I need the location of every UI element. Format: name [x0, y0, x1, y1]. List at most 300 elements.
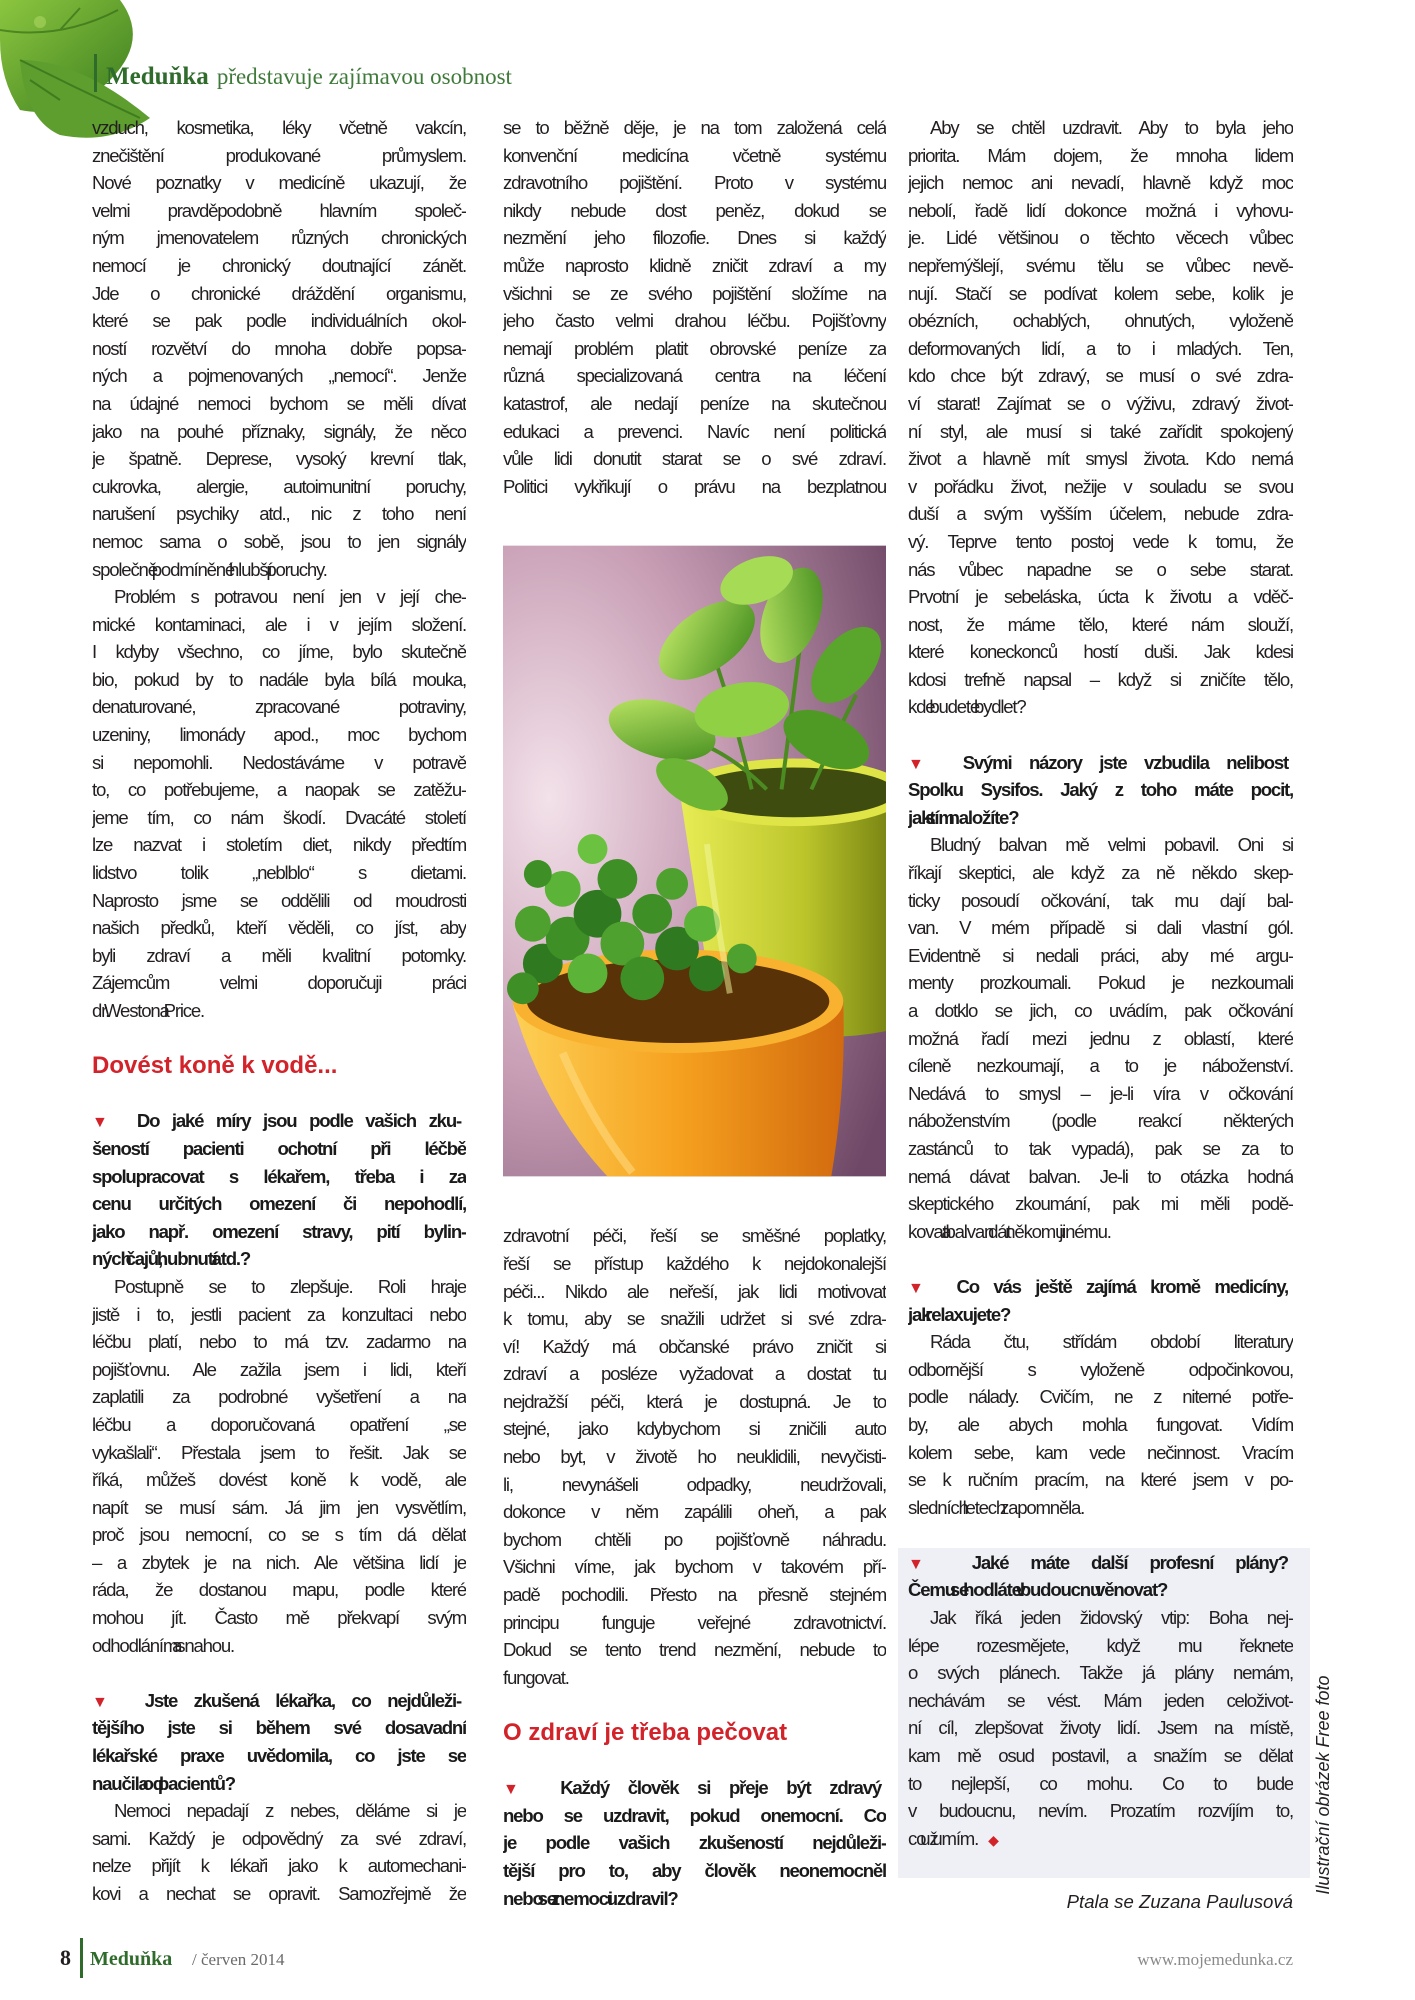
text-line — [908, 666, 1293, 694]
text-line — [503, 1553, 886, 1581]
line-text: Jde o chronické dráždění organismu, — [92, 282, 466, 304]
interview-question — [503, 1774, 886, 1912]
text-line — [908, 1604, 1293, 1632]
line-text: všichni se ze svého pojištění složíme na — [503, 282, 886, 304]
line-text: Každý člověk si přeje být zdravý — [560, 1777, 881, 1799]
line-text: šeností pacienti ochotní při léčbě — [92, 1137, 466, 1159]
text-line — [503, 307, 886, 335]
leaf-spot — [34, 16, 46, 28]
text-line — [503, 1415, 886, 1443]
line-text: může naprosto klidně zničit zdraví a my — [503, 254, 886, 276]
section-heading: O zdraví je třeba pečovat — [503, 1719, 788, 1746]
text-line — [908, 1687, 1293, 1715]
line-text: Postupně se to zlepšuje. Roli hraje — [114, 1275, 466, 1297]
line-text: nemá dávat balvan. Je-li to otázka hodná — [908, 1165, 1293, 1187]
text-line — [92, 418, 466, 446]
paragraph — [92, 1797, 466, 1907]
line-text: nebo se uzdravit, pokud onemocní. Co — [503, 1804, 886, 1826]
paragraph — [908, 1328, 1293, 1521]
text-line — [908, 887, 1293, 915]
text-line — [92, 1356, 466, 1384]
line-text: na údajné nemoci bychom se měli dívat — [92, 392, 466, 414]
text-line — [92, 114, 466, 142]
text-line — [908, 335, 1293, 363]
text-line — [908, 1439, 1293, 1467]
text-line — [92, 1714, 466, 1742]
text-line — [908, 1825, 1293, 1853]
line-text: jeho často velmi drahou léčbu. Pojišťovny — [503, 310, 886, 332]
text-line — [92, 556, 466, 584]
line-text: narušení psychiky atd., nic z toho není — [92, 503, 466, 525]
line-text: ví starat! Zajímat se o výživu, zdravý život- — [908, 392, 1293, 414]
text-line — [92, 1576, 466, 1604]
text-line — [92, 1632, 466, 1660]
line-text: možná řadí mezi jednu z oblastí, které — [908, 1027, 1293, 1049]
line-text: nemají problém platit obrovské peníze za — [503, 337, 886, 359]
text-line — [908, 1273, 1293, 1301]
line-text: pojišťovnu. Ale zažila jsem i lidi, kteří — [92, 1358, 466, 1380]
line-text: kdo chce být zdravý, se musí o své zdra- — [908, 365, 1293, 387]
line-text: padě pochodili. Přesto na přesně stejném — [503, 1584, 886, 1606]
text-line — [908, 693, 1293, 721]
line-text: znečištění produkované průmyslem. — [92, 144, 466, 166]
line-text: Co vás ještě zajímá kromě medicíny, — [956, 1275, 1288, 1297]
line-text: nemoc sama o sobě, jsou to jen signály — [92, 530, 466, 552]
text-line — [908, 1494, 1293, 1522]
article-column-1 — [92, 114, 466, 1908]
text-line — [92, 1494, 466, 1522]
line-text: které koneckonců hostí duši. Jak kdesi — [908, 641, 1293, 663]
line-text: našich předků, kteří věděli, co jíst, aby — [92, 917, 466, 939]
text-line — [908, 804, 1293, 832]
text-line — [92, 280, 466, 308]
line-text: o svých plánech. Takže já plány nemám, — [908, 1662, 1293, 1684]
interview-question — [92, 1107, 466, 1273]
line-text: se to běžně děje, je na tom založená celá — [503, 117, 886, 138]
text-line — [503, 1581, 886, 1609]
line-text: říká, můžeš dovést koně k vodě, ale — [92, 1469, 466, 1491]
line-text: bychom chtěli po pojišťovně náhradu. — [503, 1528, 886, 1550]
text-line — [503, 1664, 886, 1692]
text-line — [908, 390, 1293, 418]
line-text: nikdy nebude dost peněz, dokud se — [503, 199, 886, 221]
line-text: říkají skeptici, ale když za ně někdo skep- — [908, 862, 1293, 884]
text-line — [908, 914, 1293, 942]
line-text: k tomu, aby se snažili udržet si své zdra- — [503, 1308, 886, 1330]
line-text: Bludný balvan mě velmi pobavil. Oni si — [930, 834, 1293, 856]
line-text: konvenční medicína včetně systému — [503, 144, 886, 166]
line-text: menty prozkoumali. Pokud je nezkoumali — [908, 972, 1293, 994]
text-line — [92, 1163, 466, 1191]
text-line — [908, 997, 1293, 1025]
text-line — [92, 142, 466, 170]
article-photo — [503, 544, 886, 1178]
text-line — [908, 169, 1293, 197]
text-line — [908, 1797, 1293, 1825]
line-text: Aby se chtěl uzdravit. Aby to byla jeho — [930, 117, 1293, 138]
text-line — [908, 142, 1293, 170]
text-line — [92, 1301, 466, 1329]
line-text: dr. Westona Price. — [92, 1000, 204, 1021]
text-line — [503, 1774, 886, 1802]
line-text: by, ale abych mohla fungovat. Vidím — [908, 1413, 1293, 1435]
text-line — [908, 776, 1293, 804]
line-text: Evidentně si nedali práci, aby mé argu- — [908, 944, 1293, 966]
text-line — [92, 1880, 466, 1908]
line-text: nepřemýšlejí, svému tělu se vůbec nevě- — [908, 254, 1293, 276]
text-line — [92, 252, 466, 280]
text-line — [908, 224, 1293, 252]
end-mark-icon: ◆ — [988, 1831, 998, 1848]
line-text: zdravotního pojištění. Proto v systému — [503, 172, 886, 194]
text-line — [908, 1576, 1293, 1604]
text-line — [92, 1411, 466, 1439]
line-text: kde budete bydlet? — [908, 696, 1026, 718]
text-line — [908, 1135, 1293, 1163]
text-line — [908, 252, 1293, 280]
question-marker-icon: ▼ — [908, 1279, 943, 1297]
line-text: které se pak podle individuálních okol- — [92, 310, 466, 332]
text-line — [908, 114, 1293, 142]
footer-url: www.mojemedunka.cz — [1137, 1950, 1293, 1969]
text-line — [92, 500, 466, 528]
photo-credit: Ilustrační obrázek Free foto — [1313, 1675, 1333, 1895]
line-text: mohou jít. Často mě překvapí svým — [92, 1607, 466, 1629]
text-line — [92, 307, 466, 335]
text-line — [503, 1498, 886, 1526]
text-line — [908, 1632, 1293, 1660]
paragraph — [92, 583, 466, 1025]
line-text: proč jsou nemocní, co se s tím dá dělat — [92, 1524, 466, 1546]
line-text: uzeniny, limonády apod., moc bychom — [92, 724, 466, 746]
text-line — [908, 1383, 1293, 1411]
text-line — [92, 1687, 466, 1715]
text-line — [908, 1770, 1293, 1798]
line-text: to, co potřebujeme, a naopak se zatěžu- — [92, 779, 466, 801]
text-line — [92, 1742, 466, 1770]
text-line — [92, 1273, 466, 1301]
line-text: jako např. omezení stravy, pití bylin- — [92, 1220, 466, 1242]
text-line — [92, 197, 466, 225]
line-text: podle nálady. Cvičím, ne z niterné potře- — [908, 1386, 1293, 1408]
text-line — [908, 500, 1293, 528]
line-text: napít se musí sám. Já jim jen vysvětlím, — [92, 1496, 466, 1518]
line-text: Nové poznatky v medicíně ukazují, že — [92, 172, 466, 194]
line-text: je. Lidé většinou o těchto věcech vůbec — [908, 227, 1293, 249]
text-line — [92, 583, 466, 611]
line-text: cíleně nezkoumají, a to je náboženství. — [908, 1055, 1293, 1077]
line-text: – a zbytek je na nich. Ale většina lidí je — [92, 1551, 466, 1573]
text-line — [503, 1305, 886, 1333]
line-text: Zájemcům velmi doporučuji práci — [92, 972, 466, 994]
text-line — [503, 473, 886, 501]
text-line — [503, 1885, 886, 1913]
text-line — [503, 1250, 886, 1278]
text-line — [908, 1328, 1293, 1356]
line-text: kovat a balvan dát někomu jinému. — [908, 1220, 1111, 1242]
line-text: nejdražší péči, která je dostupná. Je to — [503, 1390, 886, 1412]
line-text: Ráda čtu, střídám období literatury — [930, 1331, 1293, 1353]
text-line — [908, 307, 1293, 335]
text-line — [908, 942, 1293, 970]
interview-question — [92, 1687, 466, 1797]
line-text: nelze přijít k lékaři jako k automechani- — [92, 1855, 466, 1877]
line-text: vůle lidi donutit starat se o své zdraví. — [503, 448, 886, 470]
line-text: Do jaké míry jsou podle vašich zku- — [136, 1110, 461, 1132]
text-line — [908, 1659, 1293, 1687]
line-text: Naprosto jsme se oddělili od moudrosti — [92, 889, 466, 911]
line-text: edukaci a prevenci. Navíc není politická — [503, 420, 886, 442]
line-text: nebolí, řadě lidí dokonce možná i vyhovu- — [908, 199, 1293, 221]
line-text: bio, pokud by to nadále byla bílá mouka, — [92, 668, 466, 690]
line-text: Nedává to smysl – je-li víra v očkování — [908, 1082, 1293, 1104]
line-text: Čemu se hodláte v budoucnu věnovat? — [908, 1579, 1168, 1601]
line-text: skeptického zkoumání, pak mi měli podě- — [908, 1193, 1293, 1215]
line-text: dokonce v něm zapálili oheň, a pak — [503, 1501, 886, 1523]
line-text: odbornější s vyloženě odpočinkovou, — [908, 1358, 1293, 1380]
text-line — [92, 638, 466, 666]
question-marker-icon: ▼ — [908, 1555, 950, 1573]
line-text: Nemoci nepadají z nebes, děláme si je — [114, 1800, 466, 1822]
line-text: byli zdraví a měli kvalitní potomky. — [92, 944, 466, 966]
line-text: duší a svým vyšším účelem, nebude zdra- — [908, 503, 1293, 525]
line-text: kdosi trefně napsal – když si zničíte tělo, — [908, 668, 1293, 690]
text-line — [908, 1080, 1293, 1108]
text-line — [92, 666, 466, 694]
line-text: co už umím. — [908, 1827, 979, 1849]
line-text: Jak říká jeden židovský vtip: Boha nej- — [930, 1607, 1293, 1629]
line-text: různá specializovaná centra na léčení — [503, 365, 886, 387]
line-text: vzduch, kosmetika, léky včetně vakcín, — [92, 117, 466, 138]
paragraph — [92, 1273, 466, 1659]
text-line — [92, 1107, 466, 1135]
line-text: I kdyby všechno, co jíme, bylo skutečně — [92, 641, 466, 663]
line-text: je špatně. Deprese, vysoký krevní tlak, — [92, 448, 466, 470]
line-text: Jste zkušená lékařka, co nejdůleži- — [144, 1689, 461, 1711]
text-line — [503, 362, 886, 390]
header-tagline: představuje zajímavou osobnost — [216, 64, 512, 89]
article-column-3 — [908, 114, 1293, 1852]
line-text: cenu určitých omezení či nepohodlí, — [92, 1193, 466, 1215]
text-line — [92, 1549, 466, 1577]
line-text: odhodláním a snahou. — [92, 1634, 235, 1656]
text-line — [92, 224, 466, 252]
text-line — [908, 473, 1293, 501]
text-line — [908, 1742, 1293, 1770]
line-text: Dokud se tento trend nezmění, nebude to — [503, 1639, 886, 1661]
line-text: Spolku Sysifos. Jaký z toho máte pocit, — [908, 779, 1293, 801]
text-line — [503, 1526, 886, 1554]
herbs-photo — [503, 544, 886, 1178]
line-text: to nejlepší, co mohu. Co to bude — [908, 1772, 1293, 1794]
text-line — [908, 280, 1293, 308]
line-text: nás vůbec napadne se o sebe starat. — [908, 558, 1293, 580]
line-text: si nepomohli. Nedostáváme v potravě — [92, 751, 466, 773]
line-text: lépe rozesmějete, když mu řeknete — [908, 1634, 1293, 1656]
line-text: Politici vykřikují o právu na bezplatnou — [503, 475, 886, 497]
text-line — [908, 583, 1293, 611]
text-line — [908, 1052, 1293, 1080]
text-line — [92, 693, 466, 721]
text-line — [92, 1770, 466, 1798]
line-text: jako na pouhé příznaky, signály, že něco — [92, 420, 466, 442]
article-signature: Ptala se Zuzana Paulusová — [1066, 1891, 1293, 1912]
text-line — [503, 1609, 886, 1637]
text-line — [503, 1278, 886, 1306]
line-text: ných a pojmenovaných „nemocí“. Jenže — [92, 365, 466, 387]
line-text: cukrovka, alergie, autoimunitní poruchy, — [92, 475, 466, 497]
line-text: vý. Teprve tento postoj vede k tomu, že — [908, 530, 1293, 552]
line-text: nezmění jeho filozofie. Dnes si každý — [503, 227, 886, 249]
paragraph — [908, 831, 1293, 1245]
text-line — [503, 1802, 886, 1830]
line-text: zastánců to tak vypadá), pak se za to — [908, 1137, 1293, 1159]
text-line — [92, 942, 466, 970]
line-text: velmi pravděpodobně hlavním společ- — [92, 199, 466, 221]
line-text: kovi a nechat se opravit. Samozřejmě že — [92, 1883, 466, 1904]
line-text: ných čajů, hubnutí atd.? — [92, 1248, 251, 1270]
text-line — [503, 280, 886, 308]
text-line — [503, 1222, 886, 1250]
page-header — [94, 54, 512, 92]
line-text: Problém s potravou není jen v její che- — [114, 586, 466, 608]
text-line — [503, 1388, 886, 1416]
text-line — [92, 721, 466, 749]
text-line — [908, 1190, 1293, 1218]
line-text: Všichni víme, jak bychom v takovém pří- — [503, 1556, 886, 1578]
text-line — [503, 1443, 886, 1471]
line-text: lidstvo tolik „neblblo“ s dietami. — [92, 862, 466, 884]
text-line — [92, 445, 466, 473]
text-line — [92, 611, 466, 639]
line-text: nebo byt, v životě ho neuklidili, nevyčisti- — [503, 1446, 886, 1468]
line-text: jistě i to, jestli pacient za konzultaci nebo — [92, 1303, 466, 1325]
text-line — [92, 1797, 466, 1825]
text-line — [908, 749, 1293, 777]
line-text: v pořádku život, nežije v souladu se svou — [908, 475, 1293, 497]
text-line — [92, 997, 466, 1025]
footer-brand: Meduňka — [90, 1948, 173, 1970]
text-line — [908, 1218, 1293, 1246]
line-text: stejné, jako kdybychom si zničili auto — [503, 1418, 886, 1440]
text-line — [908, 1301, 1293, 1329]
text-line — [92, 1852, 466, 1880]
line-text: léčbu platí, nebo to má tzv. zadarmo na — [92, 1331, 466, 1353]
text-line — [503, 224, 886, 252]
text-line — [92, 1439, 466, 1467]
line-text: nemocí je chronický doutnající zánět. — [92, 254, 466, 276]
text-line — [908, 1107, 1293, 1135]
line-text: tějšího jste si během své dosavadní — [92, 1717, 466, 1739]
line-text: mické kontaminaci, ale i v jejím složení. — [92, 613, 466, 635]
line-text: zaplatili za podrobné vyšetření a na — [92, 1386, 466, 1408]
question-marker-icon: ▼ — [92, 1114, 125, 1132]
footer-issue: / červen 2014 — [192, 1950, 285, 1969]
line-text: kam mě osud postavil, a snažím se dělat — [908, 1745, 1293, 1767]
text-line — [908, 1411, 1293, 1439]
question-marker-icon: ▼ — [908, 755, 946, 773]
text-line — [908, 197, 1293, 225]
article-column-2 — [503, 114, 886, 1912]
line-text: deformovaných lidí, a to i mladých. Ten, — [908, 337, 1293, 359]
line-text: katastrof, ale nedají peníze na skutečnou — [503, 392, 886, 414]
line-text: lékařské praxe uvědomila, co jste se — [92, 1745, 466, 1767]
line-text: je podle vašich zkušeností nejdůleži- — [503, 1832, 886, 1854]
line-text: nechávám se vést. Mám jeden celoživot- — [908, 1689, 1293, 1711]
text-line — [503, 169, 886, 197]
line-text: nují. Stačí se podívat kolem sebe, kolik je — [908, 282, 1293, 304]
text-line — [92, 749, 466, 777]
text-line — [503, 1636, 886, 1664]
line-text: sledních letech zapomněla. — [908, 1496, 1085, 1518]
text-line — [908, 1466, 1293, 1494]
line-text: li, nevynášeli odpadky, neudržovali, — [503, 1473, 886, 1495]
line-text: se k ručním pracím, na které jsem v po- — [908, 1469, 1293, 1491]
line-text: jak relaxujete? — [908, 1303, 1011, 1325]
text-line — [908, 611, 1293, 639]
text-line — [92, 390, 466, 418]
line-text: lze nazvat i stoletím diet, nikdy předtím — [92, 834, 466, 856]
text-line — [92, 1521, 466, 1549]
text-line — [92, 914, 466, 942]
line-text: fungovat. — [503, 1666, 569, 1688]
line-text: zdravotní péči, řeší se směšné poplatky, — [503, 1225, 886, 1247]
text-line — [92, 335, 466, 363]
line-text: vykašlali“. Přestala jsem to řešit. Jak se — [92, 1441, 466, 1463]
line-text: zdraví a posléze vyžadovat a dostat tu — [503, 1363, 886, 1385]
line-text: kolem sebe, kam vede nečinnost. Vracím — [908, 1441, 1293, 1463]
line-text: léčbu a doporučovaná opatření „se — [92, 1413, 466, 1435]
text-line — [92, 1825, 466, 1853]
line-text: život a hlavně mít smysl života. Kdo nemá — [908, 448, 1293, 470]
text-line — [908, 418, 1293, 446]
line-text: tější pro to, aby člověk neonemocněl — [503, 1859, 886, 1881]
text-line — [92, 776, 466, 804]
text-line — [92, 887, 466, 915]
text-line — [92, 804, 466, 832]
text-line — [908, 969, 1293, 997]
line-text: Svými názory jste vzbudila nelibost — [962, 751, 1288, 773]
line-text: nost, že máme tělo, které nám slouží, — [908, 613, 1293, 635]
text-line — [92, 1218, 466, 1246]
text-line — [908, 1356, 1293, 1384]
line-text: náboženstvím (podle reakcí některých — [908, 1110, 1293, 1132]
text-line — [503, 197, 886, 225]
text-line — [92, 473, 466, 501]
text-line — [503, 1857, 886, 1885]
line-text: ví! Každý má občanské právo zničit si — [503, 1335, 886, 1357]
text-line — [908, 831, 1293, 859]
question-marker-icon: ▼ — [92, 1693, 129, 1711]
line-text: ným jmenovatelem různých chronických — [92, 227, 466, 249]
line-text: ní cíl, zlepšovat životy lidí. Jsem na místě, — [908, 1717, 1293, 1739]
text-line — [908, 1163, 1293, 1191]
text-line — [908, 638, 1293, 666]
interview-question — [908, 1549, 1293, 1604]
text-line — [503, 252, 886, 280]
text-line — [503, 1333, 886, 1361]
paragraph — [908, 114, 1293, 721]
paragraph — [92, 114, 466, 583]
line-text: jejich nemoc ani nevadí, hlavně když moc — [908, 172, 1293, 194]
section-heading: Dovést koně k vodě... — [92, 1052, 338, 1080]
header-brand: Meduňka — [106, 63, 209, 90]
text-line — [908, 362, 1293, 390]
line-text: sami. Každý je odpovědný za své zdraví, — [92, 1827, 466, 1849]
line-text: ráda, že dostanou mapu, podle které — [92, 1579, 466, 1601]
text-line — [503, 418, 886, 446]
line-text: spolupracovat s lékařem, třeba i za — [92, 1165, 466, 1187]
